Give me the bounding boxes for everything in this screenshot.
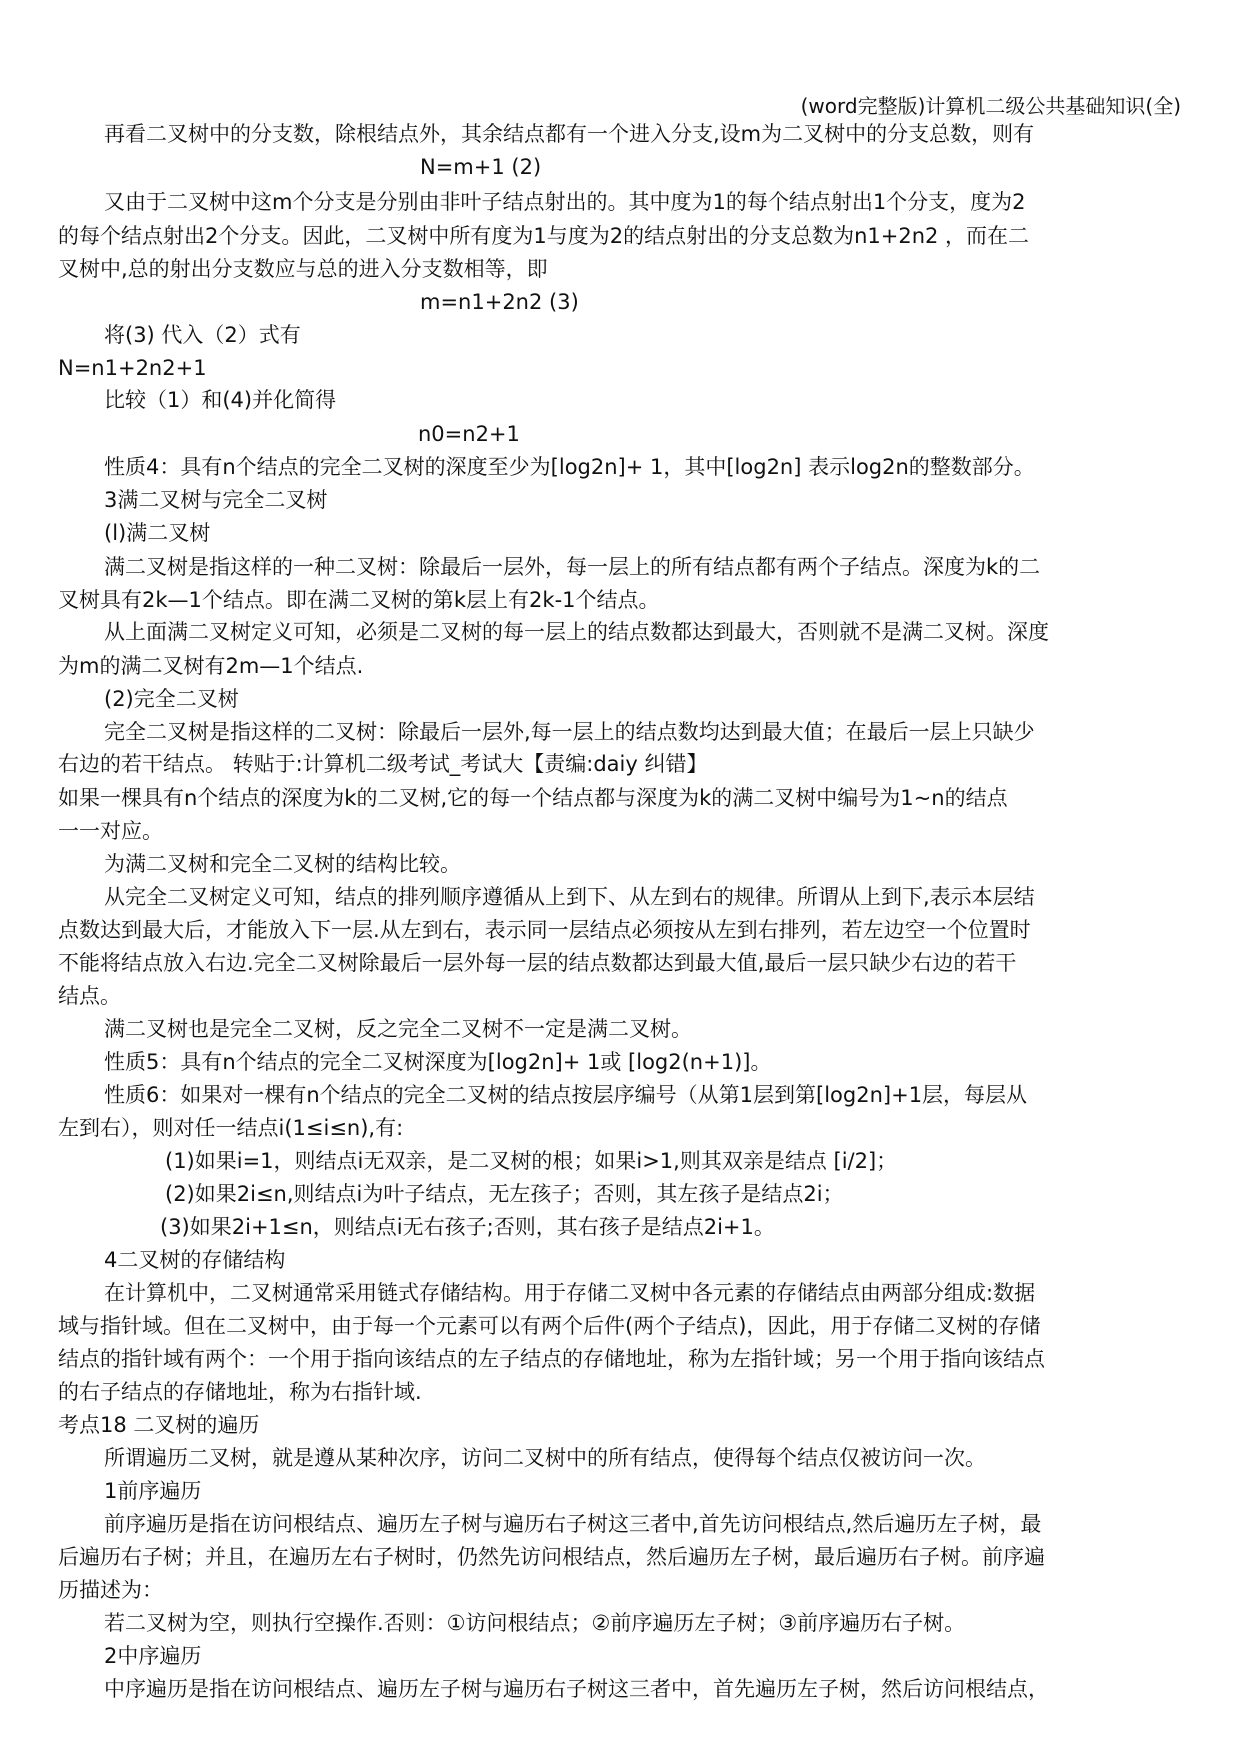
text-line: 又由于二叉树中这m个分支是分别由非叶子结点射出的。其中度为1的每个结点射出1个分支，度为2 [104,190,1026,214]
text-line: 中序遍历是指在访问根结点、遍历左子树与遍历右子树这三者中，首先遍历左子树，然后访问根结点， [104,1677,1049,1701]
text-line: 在计算机中，二叉树通常采用链式存储结构。用于存储二叉树中各元素的存储结点由两部分组成:数据 [104,1281,1036,1305]
list-item: (1)如果i=1，则结点i无双亲，是二叉树的根；如果i>1,则其双亲是结点 [i/2]； [165,1149,898,1173]
subsection-heading: (l)满二叉树 [104,521,211,545]
text-line: 满二叉树是指这样的一种二叉树：除最后一层外，每一层上的所有结点都有两个子结点。深度为k的二 [104,555,1041,579]
formula-line: n0=n2+1 [418,422,520,446]
text-line: 所谓遍历二叉树，就是遵从某种次序，访问二叉树中的所有结点，使得每个结点仅被访问一次。 [104,1446,986,1470]
text-line: 右边的若干结点。 转贴于:计算机二级考试_考试大【责编:daiy 纠错】 [58,752,708,776]
text-line: 满二叉树也是完全二叉树，反之完全二叉树不一定是满二叉树。 [104,1017,692,1041]
text-line: 不能将结点放入右边.完全二叉树除最后一层外每一层的结点数都达到最大值,最后一层只缺少右边的若干 [58,951,1017,975]
page-header: (word完整版)计算机二级公共基础知识(全) [800,94,1181,118]
section-heading: 3满二叉树与完全二叉树 [104,488,328,512]
text-line: 一一对应。 [58,819,163,843]
text-line: 为满二叉树和完全二叉树的结构比较。 [104,852,461,876]
section-heading: 考点18 二叉树的遍历 [58,1413,260,1437]
formula-line: m=n1+2n2 (3) [420,290,579,314]
text-line: 完全二叉树是指这样的二叉树：除最后一层外,每一层上的结点数均达到最大值；在最后一层上只缺少 [104,720,1035,744]
text-line: 域与指针域。但在二叉树中，由于每一个元素可以有两个后件(两个子结点)，因此，用于存储二叉树的存储 [58,1314,1041,1338]
list-item: (3)如果2i+1≤n，则结点i无右孩子;否则，其右孩子是结点2i+1。 [160,1215,775,1239]
text-line: 从完全二叉树定义可知，结点的排列顺序遵循从上到下、从左到右的规律。所谓从上到下,表示本层结 [104,885,1035,909]
text-line: 性质6：如果对一棵有n个结点的完全二叉树的结点按层序编号（从第1层到第[log2n]+1层，每层从 [104,1083,1028,1107]
text-line: 的每个结点射出2个分支。因此，二叉树中所有度为1与度为2的结点射出的分支总数为n1+2n2 ，而在二 [58,224,1030,248]
text-line: 从上面满二叉树定义可知，必须是二叉树的每一层上的结点数都达到最大，否则就不是满二叉树。深度 [104,620,1049,644]
section-heading: 4二叉树的存储结构 [104,1248,286,1272]
text-line: 结点。 [58,984,121,1008]
text-line: 历描述为： [58,1578,163,1602]
text-line: 性质5：具有n个结点的完全二叉树深度为[log2n]+ 1或 [log2(n+1)]。 [104,1050,772,1074]
subsection-heading: 1前序遍历 [104,1479,202,1503]
formula-line: N=n1+2n2+1 [58,356,207,380]
text-line: 叉树具有2k—1个结点。即在满二叉树的第k层上有2k-1个结点。 [58,588,660,612]
text-line: 点数达到最大后，才能放入下一层.从左到右，表示同一层结点必须按从左到右排列，若左边空一个位置时 [58,918,1031,942]
text-line: 前序遍历是指在访问根结点、遍历左子树与遍历右子树这三者中,首先访问根结点,然后遍历左子树，最 [104,1512,1042,1536]
text-line: 若二叉树为空，则执行空操作.否则：①访问根结点；②前序遍历左子树；③前序遍历右子树。 [104,1611,966,1635]
text-line: 将(3) 代入（2）式有 [104,323,301,347]
text-line: 为m的满二叉树有2m—1个结点. [58,654,364,678]
text-line: 左到右），则对任一结点i(1≤i≤n),有: [58,1116,404,1140]
text-line: 比较（1）和(4)并化简得 [104,388,337,412]
formula-line: N=m+1 (2) [420,155,542,179]
text-line: 性质4：具有n个结点的完全二叉树的深度至少为[log2n]+ 1，其中[log2n] 表示log2n的整数部分。 [104,455,1035,479]
text-line: 结点的指针域有两个：一个用于指向该结点的左子结点的存储地址，称为左指针域；另一个用于指向该结点 [58,1347,1045,1371]
subsection-heading: (2)完全二叉树 [104,687,239,711]
text-line: 再看二叉树中的分支数，除根结点外，其余结点都有一个进入分支,设m为二叉树中的分支总数，则有 [104,122,1035,146]
text-line: 后遍历右子树；并且，在遍历左右子树时，仍然先访问根结点，然后遍历左子树，最后遍历右子树。前序遍 [58,1545,1045,1569]
text-line: 如果一棵具有n个结点的深度为k的二叉树,它的每一个结点都与深度为k的满二叉树中编号为1~n的结点 [58,786,1008,810]
list-item: (2)如果2i≤n,则结点i为叶子结点，无左孩子；否则，其左孩子是结点2i； [165,1182,844,1206]
subsection-heading: 2中序遍历 [104,1644,202,1668]
text-line: 的右子结点的存储地址，称为右指针域. [58,1380,422,1404]
text-line: 叉树中,总的射出分支数应与总的进入分支数相等，即 [58,257,548,281]
